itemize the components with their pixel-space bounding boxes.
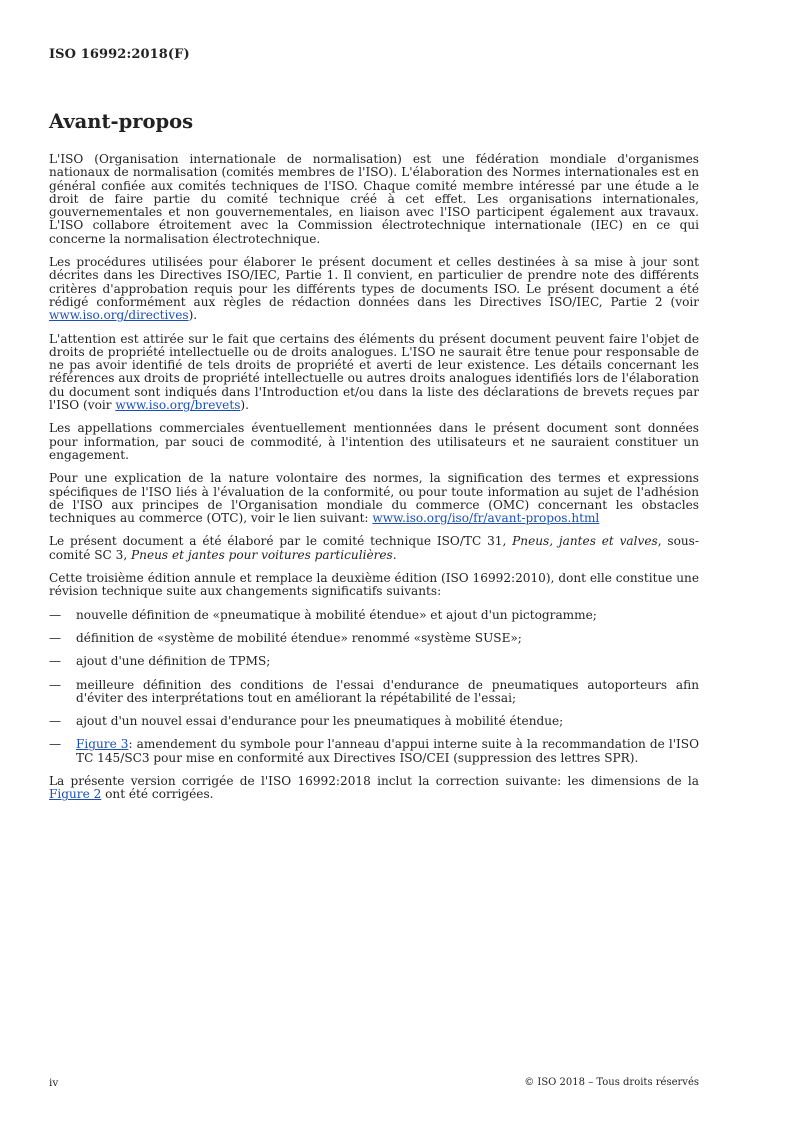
list-item-text: : amendement du symbole pour l'anneau d'appui interne suite à la recommandation de l'ISO TC 145/SC3 pour mise en conformité aux Directives ISO/CEI (suppression des lettres SPR). <box>76 737 699 765</box>
list-item-text: meilleure définition des conditions de l'essai d'endurance de pneumatiques autoporteurs afin d'éviter des interprétations tout en améliorant la répétabilité de l'essai; <box>76 677 699 705</box>
page-number: iv <box>49 1077 59 1089</box>
patents-link[interactable]: www.iso.org/brevets <box>115 398 241 413</box>
list-item <box>49 679 699 706</box>
paragraph-trade-names: Les appellations commerciales éventuellement mentionnées dans le présent document sont données pour information, par souci de commodité, à l'intention des utilisateurs et ne sauraient constituer un engagement. <box>49 421 699 462</box>
paragraph-procedures <box>49 256 699 322</box>
committee-title: Pneus, jantes et valves <box>512 534 658 549</box>
dash-bullet: — <box>49 737 62 752</box>
document-id-header: ISO 16992:2018(F) <box>49 47 190 62</box>
list-item <box>49 609 699 622</box>
paragraph-text: ). <box>240 398 249 413</box>
paragraph-voluntary-nature <box>49 472 699 525</box>
paragraph-text: Le présent document a été élaboré par le comité technique ISO/TC 31, <box>49 534 513 549</box>
figure-3-link[interactable]: Figure 3 <box>76 737 129 752</box>
paragraph-text: ). <box>188 308 198 323</box>
directives-link[interactable]: www.iso.org/directives <box>49 308 189 323</box>
paragraph-text: La présente version corrigée de l'ISO 16992:2018 inclut la correction suivante: les dimensions de la <box>49 773 699 788</box>
list-item-text: définition de «système de mobilité étendue» renommé «système SUSE»; <box>76 630 522 645</box>
paragraph-text: L'attention est attirée sur le fait que certains des éléments du présent document peuvent faire l'objet de droits de propriété intellectuelle ou de droits analogues. L'ISO ne saurait être tenue pour responsable de ne pas avoir identifié de tels droits de propriété et averti de leur existence. Les détails concernant les références aux droits de propriété intellectuelle ou autres droits analogues identifiés lors de l'élaboration du document sont indiqués dans l'Introduction et/ou dans la liste des déclarations de brevets reçues par l'ISO (voir <box>49 331 699 413</box>
paragraph-text: , sous-comité SC 3, <box>49 534 699 562</box>
list-item-text: nouvelle définition de «pneumatique à mobilité étendue» et ajout d'un pictogramme; <box>76 607 597 622</box>
list-item <box>49 632 699 645</box>
paragraph-correction <box>49 775 699 802</box>
foreword-body <box>49 153 699 812</box>
dash-bullet: — <box>49 630 62 645</box>
figure-2-link[interactable]: Figure 2 <box>49 787 102 802</box>
list-item-text: ajout d'une définition de TPMS; <box>76 654 271 669</box>
page-title: Avant-propos <box>49 110 194 133</box>
paragraph-iso-intro: L'ISO (Organisation internationale de normalisation) est une fédération mondiale d'organismes nationaux de normalisation (comités membres de l'ISO). L'élaboration des Normes internationales est en général confiée aux comités techniques de l'ISO. Chaque comité membre intéressé par une étude a le droit de faire partie du comité technique créé à cet effet. Les organisations internationales, gouvernementales et non gouvernementales, en liaison avec l'ISO participent également aux travaux. L'ISO collabore étroitement avec la Commission électrotechnique internationale (IEC) en ce qui concerne la normalisation électrotechnique. <box>49 152 699 246</box>
paragraph-text: ont été corrigées. <box>101 787 214 802</box>
paragraph-edition: Cette troisième édition annule et remplace la deuxième édition (ISO 16992:2010), dont elle constitue une révision technique suite aux changements significatifs suivants: <box>49 571 699 599</box>
copyright-notice: © ISO 2018 – Tous droits réservés <box>524 1077 699 1088</box>
dash-bullet: — <box>49 607 62 622</box>
paragraph-text: Les procédures utilisées pour élaborer le présent document et celles destinées à sa mise à jour sont décrites dans les Directives ISO/IEC, Partie 1. Il convient, en particulier de prendre note des différents critères d'approbation requis pour les différents types de documents ISO. Le présent document a été rédigé conformément aux règles de rédaction données dans les Directives ISO/IEC, Partie 2 (voir <box>49 255 699 309</box>
list-item-text: ajout d'un nouvel essai d'endurance pour les pneumatiques à mobilité étendue; <box>76 714 564 729</box>
changes-list <box>49 609 699 765</box>
dash-bullet: — <box>49 654 62 669</box>
paragraph-patents <box>49 333 699 413</box>
list-item <box>49 655 699 668</box>
dash-bullet: — <box>49 714 62 729</box>
subcommittee-title: Pneus et jantes pour voitures particulières <box>131 547 393 562</box>
foreword-link[interactable]: www.iso.org/iso/fr/avant-propos.html <box>372 511 600 526</box>
paragraph-text: . <box>392 547 397 562</box>
paragraph-text: Pour une explication de la nature volontaire des normes, la signification des termes et expressions spécifiques de l'ISO liés à l'évaluation de la conformité, ou pour toute information au sujet de l'adhésion de l'ISO aux principes de l'Organisation mondiale du commerce (OMC) concernant les obstacles techniques au commerce (OTC), voir le lien suivant: <box>49 471 699 526</box>
paragraph-committee <box>49 535 699 562</box>
dash-bullet: — <box>49 677 62 692</box>
list-item <box>49 738 699 765</box>
list-item <box>49 715 699 728</box>
